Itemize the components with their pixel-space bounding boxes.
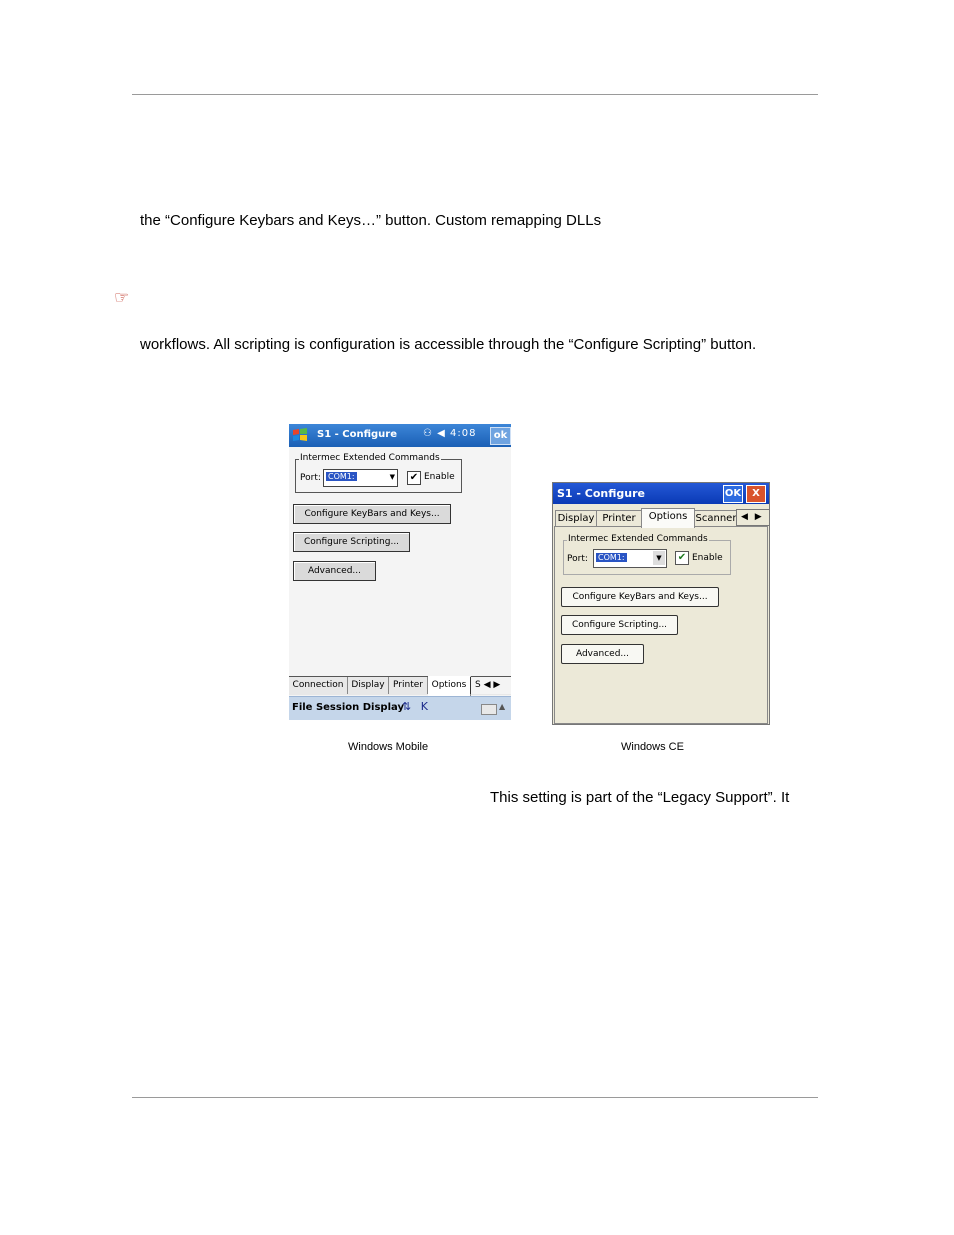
- wm-clock: 4:08: [450, 428, 477, 439]
- windows-mobile-screenshot: [289, 424, 511, 720]
- ce-tab-scroll: [736, 509, 770, 526]
- caption-windows-mobile: Windows Mobile: [348, 741, 429, 753]
- wm-window-title: S1 - Configure: [317, 429, 398, 440]
- ce-intermec-group: [563, 534, 731, 575]
- wm-tab-connection[interactable]: Connection: [289, 677, 348, 694]
- wm-ok-button[interactable]: ok: [490, 427, 511, 445]
- wm-tab-printer[interactable]: Printer: [389, 677, 428, 694]
- ce-configure-scripting-button[interactable]: Configure Scripting...: [561, 615, 678, 635]
- wm-tab-next-label[interactable]: S: [475, 680, 481, 690]
- wm-menu-icons: [402, 700, 428, 713]
- footer-rule: [132, 1097, 818, 1098]
- wm-configure-keybars-button[interactable]: Configure KeyBars and Keys...: [293, 504, 451, 524]
- keyboard-mode-icon[interactable]: K: [420, 700, 428, 713]
- ce-enable-label: Enable: [692, 553, 723, 563]
- ce-port-label: Port:: [567, 554, 588, 564]
- wm-port-select[interactable]: [323, 469, 398, 487]
- ce-tab-printer[interactable]: Printer: [596, 510, 642, 527]
- wm-tab-options[interactable]: Options: [428, 676, 471, 696]
- wm-menu-bar: [289, 696, 511, 720]
- wm-menu-items[interactable]: File Session Display: [292, 702, 404, 713]
- ce-window-title: S1 - Configure: [557, 487, 646, 500]
- chevron-left-icon[interactable]: ◀: [741, 512, 748, 522]
- ce-port-select[interactable]: [593, 549, 667, 568]
- wm-group-label: Intermec Extended Commands: [300, 453, 440, 463]
- ce-tab-options[interactable]: Options: [641, 508, 695, 528]
- wm-configure-scripting-button[interactable]: Configure Scripting...: [293, 532, 410, 552]
- wm-advanced-button[interactable]: Advanced...: [293, 561, 376, 581]
- wm-port-value: COM1:: [328, 472, 355, 481]
- volume-icon: ◀: [437, 428, 446, 439]
- ce-tab-scanner[interactable]: Scanner: [694, 510, 738, 527]
- wm-title-bar: [289, 424, 511, 447]
- chevron-up-icon[interactable]: ▲: [499, 702, 506, 711]
- chevron-right-icon[interactable]: ▶: [754, 512, 762, 522]
- ce-group-label: Intermec Extended Commands: [568, 534, 708, 544]
- chevron-down-icon: ▼: [653, 551, 665, 565]
- wm-tab-scroll: [470, 677, 511, 694]
- wm-port-label: Port:: [300, 473, 321, 483]
- chevron-down-icon: ▼: [389, 473, 395, 481]
- chevron-left-icon[interactable]: ◀: [483, 680, 491, 690]
- ce-port-value: COM1:: [598, 553, 625, 562]
- ce-title-bar: [553, 483, 769, 504]
- ce-ok-button[interactable]: OK: [723, 485, 743, 503]
- ce-tab-display[interactable]: Display: [555, 510, 597, 527]
- wm-status-area: [423, 428, 477, 439]
- ce-advanced-button[interactable]: Advanced...: [561, 644, 644, 664]
- paragraph-line-scripting: workflows. All scripting is configuration is accessible through the “Configure Scripting” button.: [140, 336, 757, 353]
- ce-options-panel: [554, 526, 768, 724]
- caption-windows-ce: Windows CE: [621, 741, 684, 753]
- note-pointing-hand-icon: ☞: [114, 288, 130, 307]
- ce-enable-checkbox[interactable]: ✔: [675, 551, 689, 565]
- ce-configure-keybars-button[interactable]: Configure KeyBars and Keys...: [561, 587, 719, 607]
- wm-tab-display[interactable]: Display: [348, 677, 389, 694]
- ce-close-button[interactable]: X: [746, 485, 766, 503]
- keyboard-icon[interactable]: [481, 704, 497, 715]
- ce-tab-strip: [553, 508, 769, 528]
- wm-enable-label: Enable: [424, 472, 455, 482]
- windows-ce-screenshot: [552, 482, 770, 725]
- wm-tab-strip: [289, 676, 511, 695]
- header-rule: [132, 94, 818, 95]
- connectivity-icon: ⚇: [423, 428, 433, 439]
- paragraph-line-legacy: This setting is part of the “Legacy Support”. It: [490, 789, 790, 806]
- wm-enable-checkbox[interactable]: ✔: [407, 471, 421, 485]
- wm-intermec-group: [295, 453, 462, 493]
- paragraph-line-keybars: the “Configure Keybars and Keys…” button. Custom remapping DLLs: [140, 212, 602, 229]
- windows-start-logo-icon[interactable]: [291, 426, 309, 444]
- chevron-right-icon[interactable]: ▶: [493, 680, 501, 690]
- transfer-arrows-icon[interactable]: ⇅: [402, 700, 412, 713]
